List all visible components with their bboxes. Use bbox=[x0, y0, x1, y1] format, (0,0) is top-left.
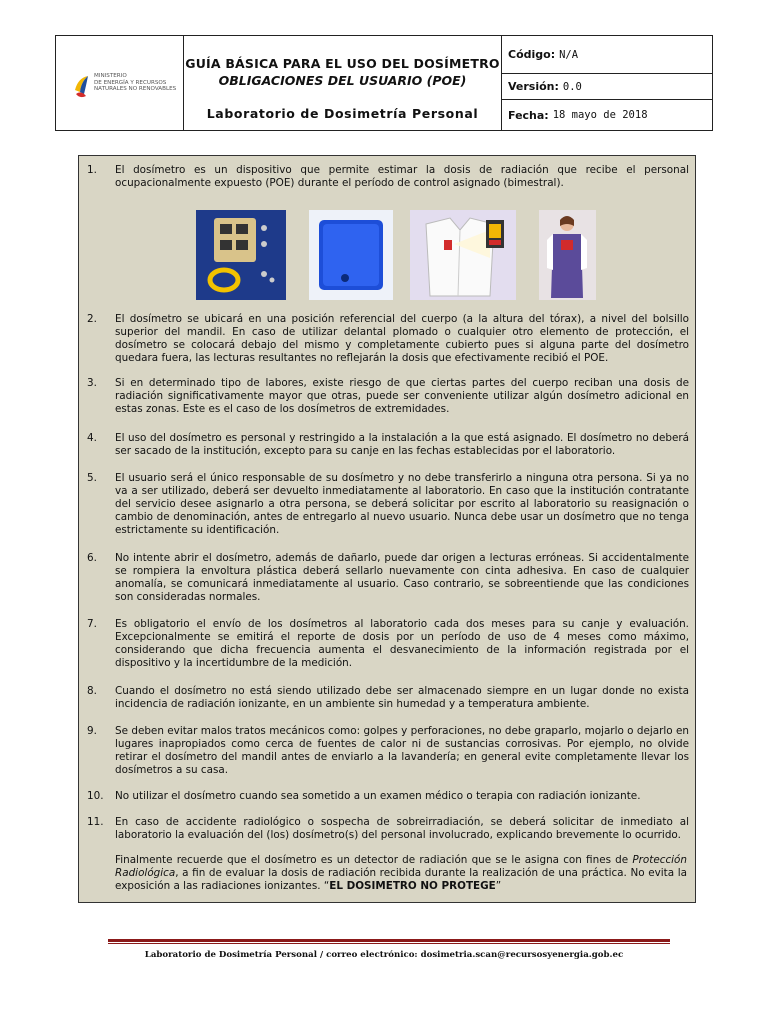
item-text: El dosímetro se ubicará en una posición referencial del cuerpo (a la altura del tórax), a nivel del bolsillo superior del mandil. En caso de utilizar delantal plomado o cualquier otro elemento de protección, el dosímetro se colocará debajo del mismo y completamente cubierto pues si alguna parte del dosímetro quedara fuera, las lecturas resultantes no reflejarán la dosis que efectivamente recibió el POE. bbox=[115, 313, 689, 364]
item-number: 3. bbox=[87, 377, 97, 389]
lab-coat-photo bbox=[410, 210, 516, 300]
date-label: Fecha: bbox=[508, 108, 549, 122]
ministry-emblem-icon bbox=[72, 72, 94, 100]
dosimeter-badges-photo bbox=[196, 210, 286, 300]
final-note-close-quote: ” bbox=[495, 880, 502, 892]
footer-contact: Laboratorio de Dosimetría Personal / correo electrónico: dosimetria.scan@recursosyenergia.gob.ec bbox=[144, 950, 624, 960]
ministry-logo bbox=[72, 72, 182, 102]
code-row bbox=[502, 36, 712, 74]
lab-coat-image bbox=[410, 210, 516, 300]
item-number: 2. bbox=[87, 313, 97, 325]
code-label: Código: bbox=[508, 48, 556, 61]
blue-dosimeter-photo bbox=[309, 210, 393, 300]
obligations-box bbox=[78, 155, 696, 903]
laboratory-name: Laboratorio de Dosimetría Personal bbox=[206, 106, 479, 121]
item-number: 10. bbox=[87, 790, 104, 802]
person-apron-photo bbox=[539, 210, 596, 300]
version-value: 0.0 bbox=[562, 80, 582, 93]
title-cell bbox=[184, 36, 502, 130]
logo-text-line: DE ENERGÍA Y RECURSOS bbox=[94, 79, 167, 86]
metadata-cell bbox=[502, 36, 712, 130]
final-note-text-2: , a fin de evaluar la dosis de radiación recibida durante la realización de una práctica. No evita la exposición a las radiaciones ionizantes. “ bbox=[115, 867, 687, 892]
version-row bbox=[502, 74, 712, 100]
final-note bbox=[115, 854, 687, 893]
item-text: No intente abrir el dosímetro, además de dañarlo, puede dar origen a lecturas erróneas. Si accidentalmente se rompiera la envoltura plástica deberá sellarlo nuevamente con cinta adhesiva. En caso de cualquier anomalía, se comunicará inmediatamente al usuario. Caso contrario, se sobreentiende que las condiciones son consideradas normales. bbox=[115, 552, 689, 603]
logo-text-line: NATURALES NO RENOVABLES bbox=[94, 86, 177, 93]
final-note-text: Finalmente recuerde que el dosímetro es un detector de radiación que se le asigna con fines de bbox=[115, 854, 633, 866]
item-text: En caso de accidente radiológico o sospecha de sobreirradiación, se deberá solicitar de inmediato al laboratorio la evaluación del (los) dosímetro(s) del personal involucrado, explicando brevemente lo ocurrido. bbox=[115, 816, 689, 841]
item-text: Cuando el dosímetro no está siendo utilizado debe ser almacenado siempre en un lugar donde no exista incidencia de radiación ionizante, en un ambiente sin humedad y a temperatura ambiente. bbox=[115, 685, 689, 710]
item-number: 8. bbox=[87, 685, 97, 697]
final-note-italic: Protección Radiológica bbox=[115, 854, 687, 879]
item-number: 9. bbox=[87, 725, 97, 737]
item-text: Es obligatorio el envío de los dosímetros al laboratorio cada dos meses para su canje y evaluación. Excepcionalmente se emitirá el reporte de dosis por un período de uso de 4 meses como máximo, considerando que dicha frecuencia aumenta el desvanecimiento de la información registrada por el dispositivo y la incertidumbre de la medición. bbox=[115, 618, 689, 669]
item-number: 1. bbox=[87, 164, 97, 176]
item-number: 11. bbox=[87, 816, 104, 828]
item-text: Se deben evitar malos tratos mecánicos como: golpes y perforaciones, no debe graparlo, mojarlo o dejarlo en lugares inapropiados como cerca de fuentes de calor ni de sustancias corrosivas. Por ejemplo, no olvide retirar el dosímetro del mandil antes de enviarlo a la lavandería; en general evite completamente llevar los dosímetros a su casa. bbox=[115, 725, 689, 776]
item-text: El usuario será el único responsable de su dosímetro y no debe transferirlo a ninguna otra persona. Si ya no va a ser utilizado, deberá ser devuelto inmediatamente al laboratorio. En caso que la institución contratante del servicio desee asignarlo a otra persona, se deberá solicitar por escrito al laboratorio su reasignación o cambio de denominación, antes de entregarlo al nuevo usuario. Nunca debe usar un dosímetro que no tenga estrictamente su identificación. bbox=[115, 472, 689, 536]
logo-text-line: MINISTERIO bbox=[94, 73, 127, 79]
footer-divider bbox=[108, 939, 670, 942]
date-row bbox=[502, 100, 712, 130]
item-text: Si en determinado tipo de labores, existe riesgo de que ciertas partes del cuerpo reciban una dosis de radiación significativamente mayor que otras, puede ser conveniente utilizar algún dosímetro adicional en estas zonas. Este es el caso de los dosímetros de extremidades. bbox=[115, 377, 689, 415]
document-header bbox=[55, 35, 713, 131]
final-note-warning: EL DOSIMETRO NO PROTEGE bbox=[329, 880, 496, 892]
code-value: N/A bbox=[559, 48, 579, 61]
person-apron-image bbox=[539, 210, 596, 300]
item-number: 7. bbox=[87, 618, 97, 630]
item-text: No utilizar el dosímetro cuando sea sometido a un examen médico o terapia con radiación ionizante. bbox=[115, 790, 641, 802]
footer-divider-thin bbox=[108, 943, 670, 944]
date-value: 18 mayo de 2018 bbox=[552, 109, 648, 121]
item-number: 5. bbox=[87, 472, 97, 484]
document-title: GUÍA BÁSICA PARA EL USO DEL DOSÍMETRO bbox=[185, 56, 500, 71]
logo-cell bbox=[56, 36, 184, 130]
dosimeter-badges-image bbox=[196, 210, 286, 300]
item-text: El dosímetro es un dispositivo que permite estimar la dosis de radiación que recibe el personal ocupacionalmente expuesto (POE) durante el período de control asignado (bimestral). bbox=[115, 164, 689, 189]
version-label: Versión: bbox=[508, 80, 559, 93]
item-text: El uso del dosímetro es personal y restringido a la instalación a la que está asignado. El dosímetro no deberá ser sacado de la institución, excepto para su canje en las fechas establecidas por el laboratorio. bbox=[115, 432, 689, 457]
blue-dosimeter-image bbox=[309, 210, 393, 300]
item-number: 4. bbox=[87, 432, 97, 444]
document-subtitle: OBLIGACIONES DEL USUARIO (POE) bbox=[218, 73, 467, 88]
item-number: 6. bbox=[87, 552, 97, 564]
